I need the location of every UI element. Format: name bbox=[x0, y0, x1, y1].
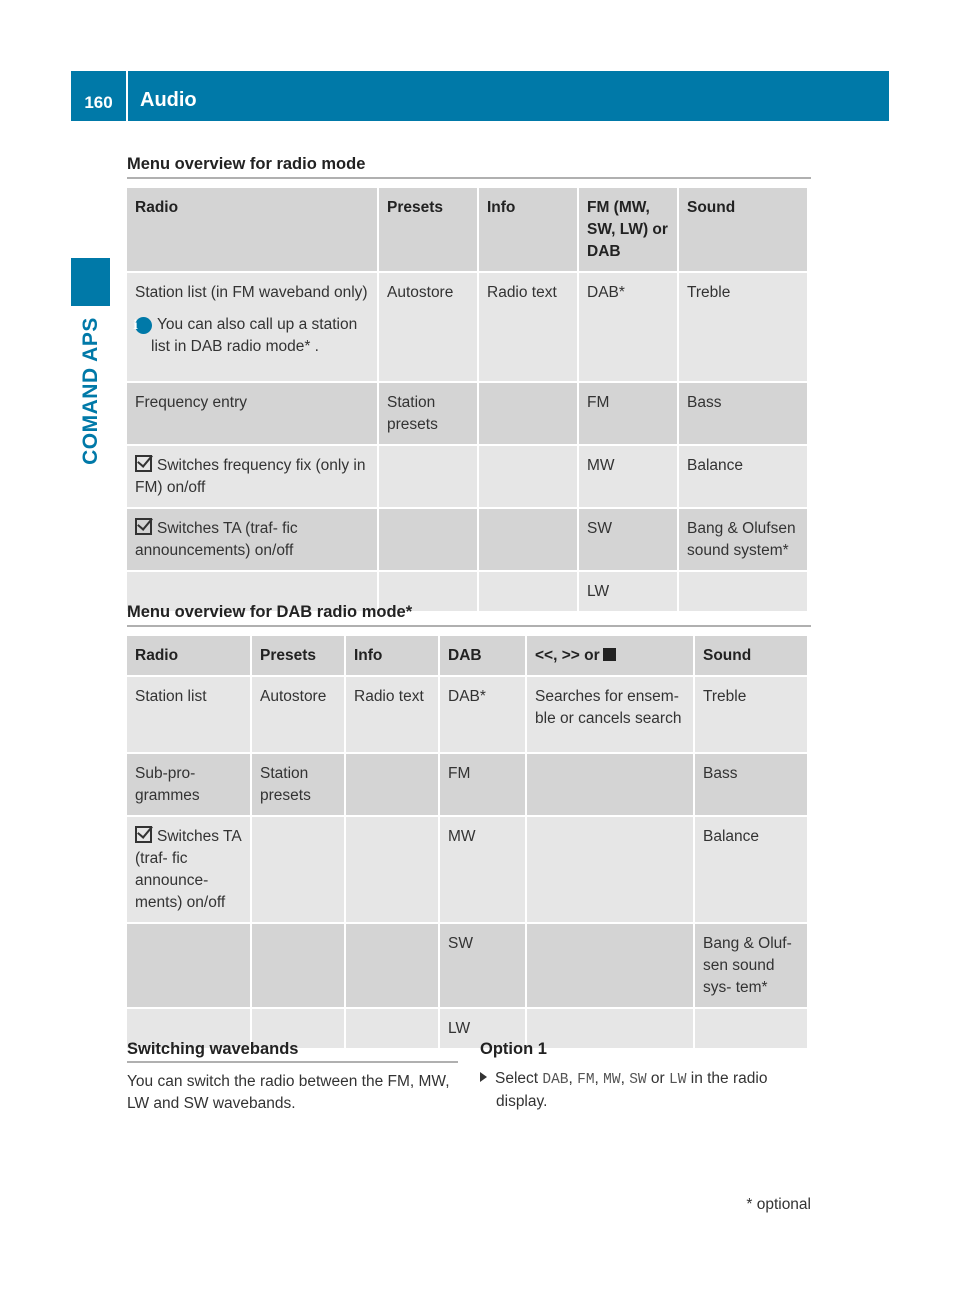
optional-footnote: * optional bbox=[746, 1196, 811, 1213]
header-cell: FM (MW, SW, LW) or DAB bbox=[579, 188, 677, 271]
stop-icon bbox=[603, 648, 616, 661]
table-cell: Bass bbox=[679, 383, 807, 444]
table-cell: Bass bbox=[695, 754, 807, 815]
table-row bbox=[127, 754, 807, 815]
dab-menu-rule bbox=[127, 625, 811, 627]
table-cell bbox=[346, 754, 438, 815]
dab-menu-table bbox=[125, 634, 809, 1050]
header-cell: Info bbox=[346, 636, 438, 675]
table-cell: Sub-pro- grammes bbox=[127, 754, 250, 815]
table-cell bbox=[695, 1009, 807, 1048]
table-cell: Switches frequency fix (only in FM) on/off bbox=[127, 446, 377, 507]
header-cell: Sound bbox=[695, 636, 807, 675]
table-cell bbox=[479, 509, 577, 570]
info-icon: i bbox=[135, 317, 152, 334]
header-divider bbox=[126, 71, 128, 121]
page-number: 160 bbox=[71, 71, 126, 121]
table-cell: Station presets bbox=[379, 383, 477, 444]
header-cell: DAB bbox=[440, 636, 525, 675]
table-cell bbox=[679, 572, 807, 611]
header-cell: <<, >> or bbox=[527, 636, 693, 675]
table-cell: LW bbox=[440, 1009, 525, 1048]
table-cell: Radio text bbox=[346, 677, 438, 752]
table-cell bbox=[252, 924, 344, 1007]
table-row bbox=[127, 446, 807, 507]
table-cell: LW bbox=[579, 572, 677, 611]
checkbox-icon bbox=[135, 518, 152, 535]
radio-menu-title: Menu overview for radio mode bbox=[127, 155, 366, 173]
header-cell: Info bbox=[479, 188, 577, 271]
table-cell bbox=[379, 509, 477, 570]
table-cell bbox=[252, 817, 344, 922]
table-cell bbox=[379, 446, 477, 507]
table-row bbox=[127, 924, 807, 1007]
table-cell bbox=[527, 1009, 693, 1048]
table-cell bbox=[127, 924, 250, 1007]
table-cell bbox=[479, 572, 577, 611]
table-cell: FM bbox=[579, 383, 677, 444]
table-header-row bbox=[127, 188, 807, 271]
table-cell: Autostore bbox=[252, 677, 344, 752]
table-cell: Station list (in FM waveband only) i You can also call up a station list in DAB radio mode* . bbox=[127, 273, 377, 381]
table-cell: MW bbox=[440, 817, 525, 922]
table-cell bbox=[527, 817, 693, 922]
table-cell: SW bbox=[579, 509, 677, 570]
table-row bbox=[127, 383, 807, 444]
info-note: i You can also call up a station list in DAB radio mode* . bbox=[133, 316, 358, 355]
table-cell bbox=[346, 1009, 438, 1048]
table-cell: FM bbox=[440, 754, 525, 815]
table-cell: DAB* bbox=[579, 273, 677, 381]
table-cell: Station list bbox=[127, 677, 250, 752]
side-tab-label: COMAND APS bbox=[78, 317, 102, 465]
switching-title: Switching wavebands bbox=[127, 1040, 299, 1058]
table-cell: Frequency entry bbox=[127, 383, 377, 444]
table-cell: Station presets bbox=[252, 754, 344, 815]
side-tab-marker bbox=[71, 258, 110, 306]
table-cell: Radio text bbox=[479, 273, 577, 381]
header-cell: Radio bbox=[127, 636, 250, 675]
table-header-row bbox=[127, 636, 807, 675]
table-cell: Balance bbox=[695, 817, 807, 922]
step-arrow-icon bbox=[480, 1072, 487, 1082]
table-cell: Switches TA (traf- fic announce- ments) on/off bbox=[127, 817, 250, 922]
radio-menu-table bbox=[125, 186, 809, 613]
waveband-mw: MW bbox=[603, 1072, 621, 1088]
table-row bbox=[127, 677, 807, 752]
header-cell: Radio bbox=[127, 188, 377, 271]
table-row bbox=[127, 509, 807, 570]
table-cell: Autostore bbox=[379, 273, 477, 381]
option1-step: Select DAB, FM, MW, SW or LW in the radio display. bbox=[480, 1068, 811, 1113]
table-cell: DAB* bbox=[440, 677, 525, 752]
table-cell: Switches TA (traf- fic announcements) on/off bbox=[127, 509, 377, 570]
table-cell bbox=[479, 446, 577, 507]
table-cell bbox=[346, 817, 438, 922]
header-cell: Presets bbox=[379, 188, 477, 271]
radio-menu-rule bbox=[127, 177, 811, 179]
table-cell: Treble bbox=[695, 677, 807, 752]
table-cell bbox=[527, 754, 693, 815]
table-cell bbox=[527, 924, 693, 1007]
table-cell: SW bbox=[440, 924, 525, 1007]
dab-menu-title: Menu overview for DAB radio mode* bbox=[127, 603, 413, 621]
table-cell: Treble bbox=[679, 273, 807, 381]
table-cell: Searches for ensem- ble or cancels search bbox=[527, 677, 693, 752]
waveband-lw: LW bbox=[669, 1072, 687, 1088]
waveband-sw: SW bbox=[629, 1072, 647, 1088]
switching-body: You can switch the radio between the FM, MW, LW and SW wavebands. bbox=[127, 1073, 450, 1112]
checkbox-icon bbox=[135, 455, 152, 472]
table-cell: Bang & Olufsen sound system* bbox=[679, 509, 807, 570]
header-cell: Sound bbox=[679, 188, 807, 271]
header-cell: Presets bbox=[252, 636, 344, 675]
table-cell bbox=[346, 924, 438, 1007]
table-cell: Balance bbox=[679, 446, 807, 507]
waveband-dab: DAB bbox=[542, 1072, 569, 1088]
option1-title: Option 1 bbox=[480, 1040, 547, 1058]
switching-rule bbox=[127, 1061, 458, 1063]
table-row bbox=[127, 273, 807, 381]
page-section-title: Audio bbox=[140, 89, 197, 111]
waveband-fm: FM bbox=[577, 1072, 595, 1088]
checkbox-icon bbox=[135, 826, 152, 843]
table-cell: MW bbox=[579, 446, 677, 507]
table-row bbox=[127, 817, 807, 922]
table-cell bbox=[479, 383, 577, 444]
table-cell: Bang & Oluf- sen sound sys- tem* bbox=[695, 924, 807, 1007]
